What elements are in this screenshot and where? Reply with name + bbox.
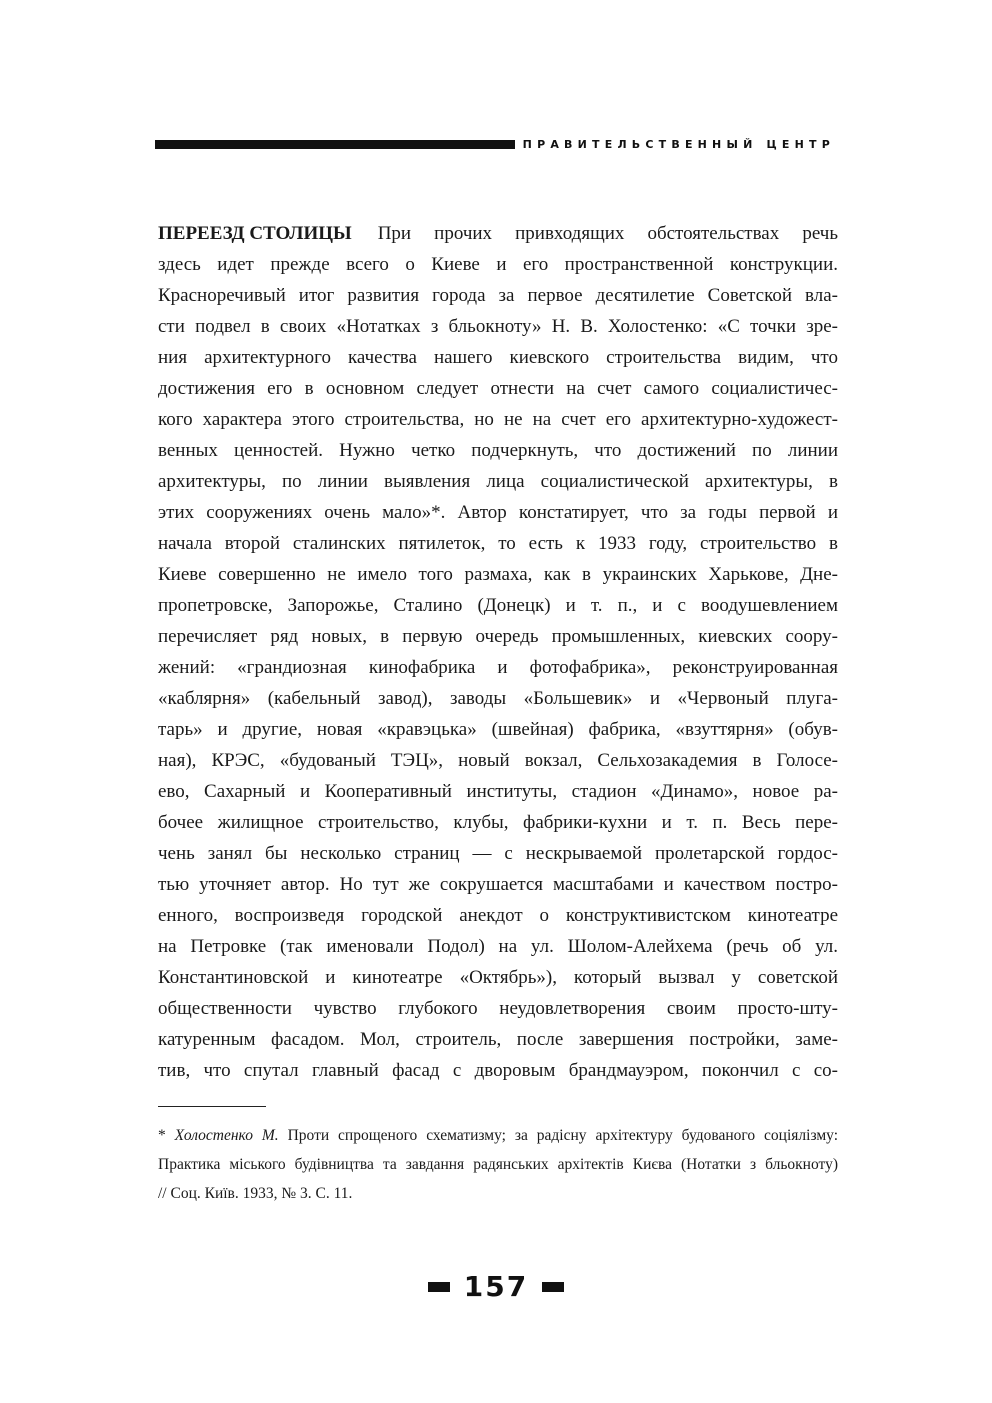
body-line: «каблярня» (кабельный завод), заводы «Большевик» и «Червоный плуга- xyxy=(158,688,838,709)
body-line: катуренным фасадом. Мол, строитель, после завершения постройки, заме- xyxy=(158,1029,838,1050)
body-line: на Петровке (так именовали Подол) на ул. Шолом-Алейхема (речь об ул. xyxy=(158,936,838,957)
footnote-rule xyxy=(158,1106,266,1107)
folio-left-block xyxy=(428,1282,450,1292)
footnote-line xyxy=(158,1121,838,1150)
body-line: бочее жилищное строительство, клубы, фабрики-кухни и т. п. Весь пере- xyxy=(158,812,838,833)
body-line: ево, Сахарный и Кооперативный институты, стадион «Динамо», новое ра- xyxy=(158,781,838,802)
body-line: тив, что спутал главный фасад с дворовым брандмауэром, покончил с со- xyxy=(158,1060,838,1081)
footnote-author: Холостенко М. xyxy=(174,1127,279,1144)
body-line: сти подвел в своих «Нотатках з бльокноту» Н. В. Холостенко: «С точки зре- xyxy=(158,316,838,337)
body-line: начала второй сталинских пятилеток, то есть к 1933 году, строительство в xyxy=(158,533,838,554)
body-line: пропетровске, Запорожье, Сталино (Донецк) и т. п., и с воодушевлением xyxy=(158,595,838,616)
body-line: тарь» и другие, новая «кравэцька» (швейная) фабрика, «взуттярня» (обув- xyxy=(158,719,838,740)
body-line: здесь идет прежде всего о Киеве и его пространственной конструкции. xyxy=(158,254,838,275)
folio-right-block xyxy=(542,1282,564,1292)
body-line: тью уточняет автор. Но тут же сокрушается масштабами и качеством постро- xyxy=(158,874,838,895)
body-line: Красноречивый итог развития города за первое десятилетие Советской вла- xyxy=(158,285,838,306)
body-line: этих сооружениях очень мало»*. Автор констатирует, что за годы первой и xyxy=(158,502,838,523)
body-line: При прочих привходящих обстоятельствах речь xyxy=(377,223,838,244)
body-line: ния архитектурного качества нашего киевского строительства видим, что xyxy=(158,347,838,368)
body-line: венных ценностей. Нужно четко подчеркнуть, что достижений по линии xyxy=(158,440,838,461)
footnote xyxy=(158,1121,838,1208)
body-line: Киеве совершенно не имело того размаха, как в украинских Харькове, Дне- xyxy=(158,564,838,585)
body-line: Константиновской и кинотеатре «Октябрь»), который вызвал у советской xyxy=(158,967,838,988)
body-line: кого характера этого строительства, но не на счет его архитектурно-художест- xyxy=(158,409,838,430)
footnote-line: Практика міського будівництва та завдання радянських архітектів Києва (Нотатки з бльокноту) xyxy=(158,1156,838,1173)
first-line xyxy=(158,218,838,249)
body-line: жений: «грандиозная кинофабрика и фотофабрика», реконструированная xyxy=(158,657,838,678)
body-line: перечисляет ряд новых, в первую очередь промышленных, киевских соору- xyxy=(158,626,838,647)
body-line: чень занял бы несколько страниц — с нескрываемой пролетарской гордос- xyxy=(158,843,838,864)
body-line: общественности чувство глубокого неудовлетворения своим просто-шту- xyxy=(158,998,838,1019)
footnote-line: // Соц. Київ. 1933, № 3. С. 11. xyxy=(158,1185,353,1202)
section-heading: ПЕРЕЕЗД СТОЛИЦЫ xyxy=(158,223,352,244)
running-head-rule xyxy=(155,140,515,149)
running-head xyxy=(155,135,835,153)
footnote-marker: * xyxy=(158,1127,166,1144)
footnote-text: Проти спрощеного схематизму; за радісну архітектуру будованого соціялізму: xyxy=(287,1127,839,1144)
body-line: архитектуры, по линии выявления лица социалистической архитектуры, в xyxy=(158,471,838,492)
running-head-title: ПРАВИТЕЛЬСТВЕННЫЙ ЦЕНТР xyxy=(522,137,835,151)
body-line: достижения его в основном следует отнести на счет самого социалистичес- xyxy=(158,378,838,399)
body-line: ная), КРЭС, «будованый ТЭЦ», новый вокзал, Сельхозакадемия в Голосе- xyxy=(158,750,838,771)
body-line: енного, воспроизведя городской анекдот о конструктивистском кинотеатре xyxy=(158,905,838,926)
page-number: 157 xyxy=(463,1270,529,1303)
body-text xyxy=(158,218,838,1086)
folio xyxy=(0,1270,992,1303)
